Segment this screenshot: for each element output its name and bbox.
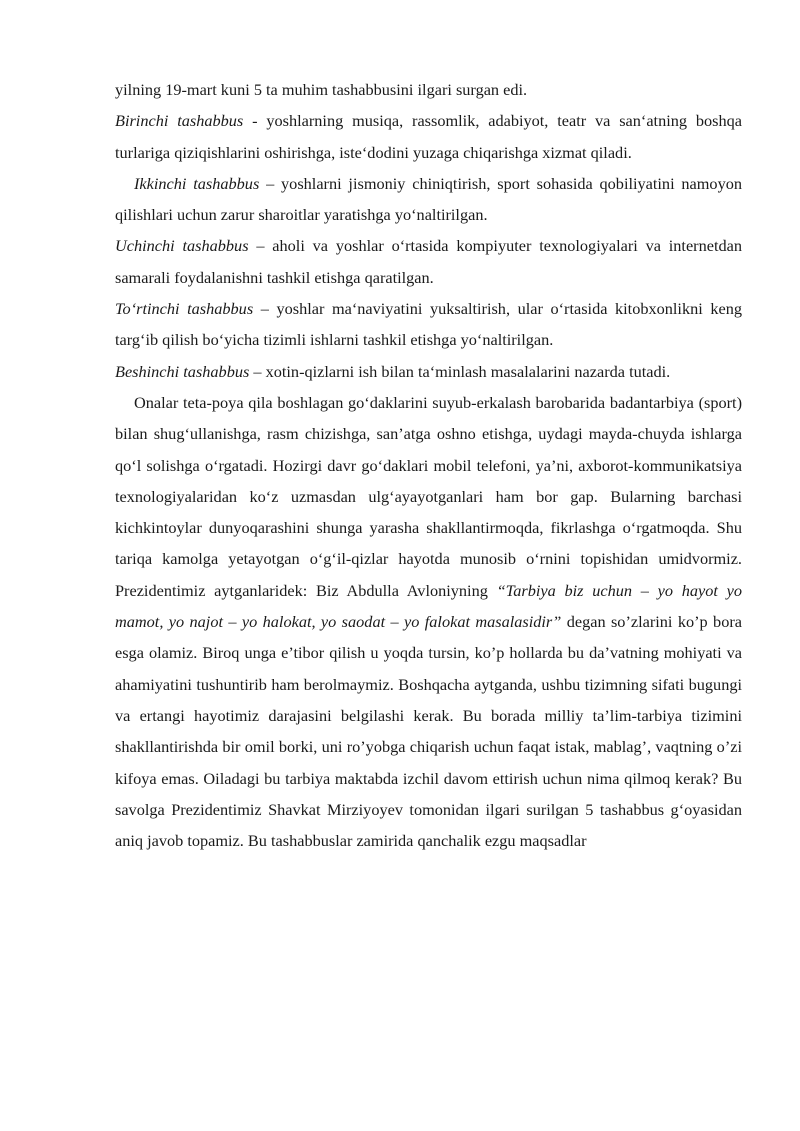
initiative-title: To‘rtinchi tashabbus <box>115 299 254 319</box>
initiative-title: Beshinchi tashabbus <box>115 361 250 381</box>
initiative-title: Uchinchi tashabbus <box>115 236 249 256</box>
paragraph-second-initiative <box>115 168 742 231</box>
paragraph-text: Onalar teta-poya qila boshlagan go‘daklarini suyub-erkalash barobarida badantarbiya (sport) bilan shug‘ullanishga, rasm chizishga, san’atga oshno etishga, uydagi mayda-chuyda ishlarga qo‘l solishga o‘rgatadi. Hozirgi davr go‘daklari mobil telefoni, ya’ni, axborot-kommunikatsiya texnologiyalaridan ko‘z uzmasdan ulg‘ayayotganlari ham bor gap. Bularning barchasi kichkintoylar dunyoqarashini shunga yarasha shakllantirmoqda, fikrlashga o‘rgatmoqda. Shu tariqa kamolga yetayotgan o‘g‘il-qizlar hayotda munosib o‘rnini topishidan umidvormiz. Prezidentimiz aytganlaridek: Biz Abdulla Avloniyning <box>115 392 742 600</box>
paragraph-text: degan so’zlarini ko’p bora esga olamiz. Biroq unga e’tibor qilish u yoqda tursin, ko’p hollarda bu da’vatning mohiyati va ahamiyatini tushuntirib ham berolmaymiz. Boshqacha aytganda, ushbu tizimning sifati bugungi va ertangi hayotimiz darajasini belgilashi kerak. Bu borada milliy ta’lim-tarbiya tizimini shakllantirishda bir omil borki, uni ro’yobga chiqarish uchun faqat istak, mablag’, vaqtning o’zi kifoya emas. Oiladagi bu tarbiya maktabda izchil davom ettirish uchun nima qilmoq kerak? Bu savolga Prezidentimiz Shavkat Mirziyoyev tomonidan ilgari surilgan 5 tashabbus g‘oyasidan aniq javob topamiz. Bu tashabbuslar zamirida qanchalik ezgu maqsadlar <box>115 612 742 851</box>
paragraph-third-initiative <box>115 230 742 293</box>
paragraph-fifth-initiative <box>115 356 742 387</box>
paragraph-intro <box>115 74 742 105</box>
paragraph-text: – xotin-qizlarni ish bilan ta‘minlash masalalarini nazarda tutadi. <box>249 361 671 381</box>
paragraph-first-initiative <box>115 105 742 168</box>
paragraph-text: – yoshlar ma‘naviyatini yuksaltirish, ular o‘rtasida kitobxonlikni keng targ‘ib qilish bo‘yicha tizimli ishlarni tashkil etishga yo‘naltirilgan. <box>115 299 742 350</box>
paragraph-fourth-initiative <box>115 293 742 356</box>
paragraph-text: – aholi va yoshlar o‘rtasida kompiyuter texnologiyalari va internetdan samarali foydalanishni tashkil etishga qaratilgan. <box>115 236 742 287</box>
initiative-title: Birinchi tashabbus <box>115 111 244 131</box>
paragraph-text: – yoshlarni jismoniy chiniqtirish, sport sohasida qobiliyatini namoyon qilishlari uchun zarur sharoitlar yaratishga yo‘naltirilgan. <box>115 173 742 225</box>
paragraph-main <box>115 387 742 856</box>
initiative-title: Ikkinchi tashabbus <box>134 173 260 193</box>
paragraph-text: yilning 19-mart kuni 5 ta muhim tashabbusini ilgari surgan edi. <box>115 80 528 99</box>
quotation: “Tarbiya biz uchun – yo hayot yo mamot, yo najot – yo halokat, yo saodat – yo falokat masalasidir” <box>115 580 742 632</box>
document-page <box>115 74 742 856</box>
paragraph-text: - yoshlarning musiqa, rassomlik, adabiyot, teatr va san‘atning boshqa turlariga qiziqishlarini oshirishga, iste‘dodini yuzaga chiqarishga xizmat qiladi. <box>115 111 742 162</box>
